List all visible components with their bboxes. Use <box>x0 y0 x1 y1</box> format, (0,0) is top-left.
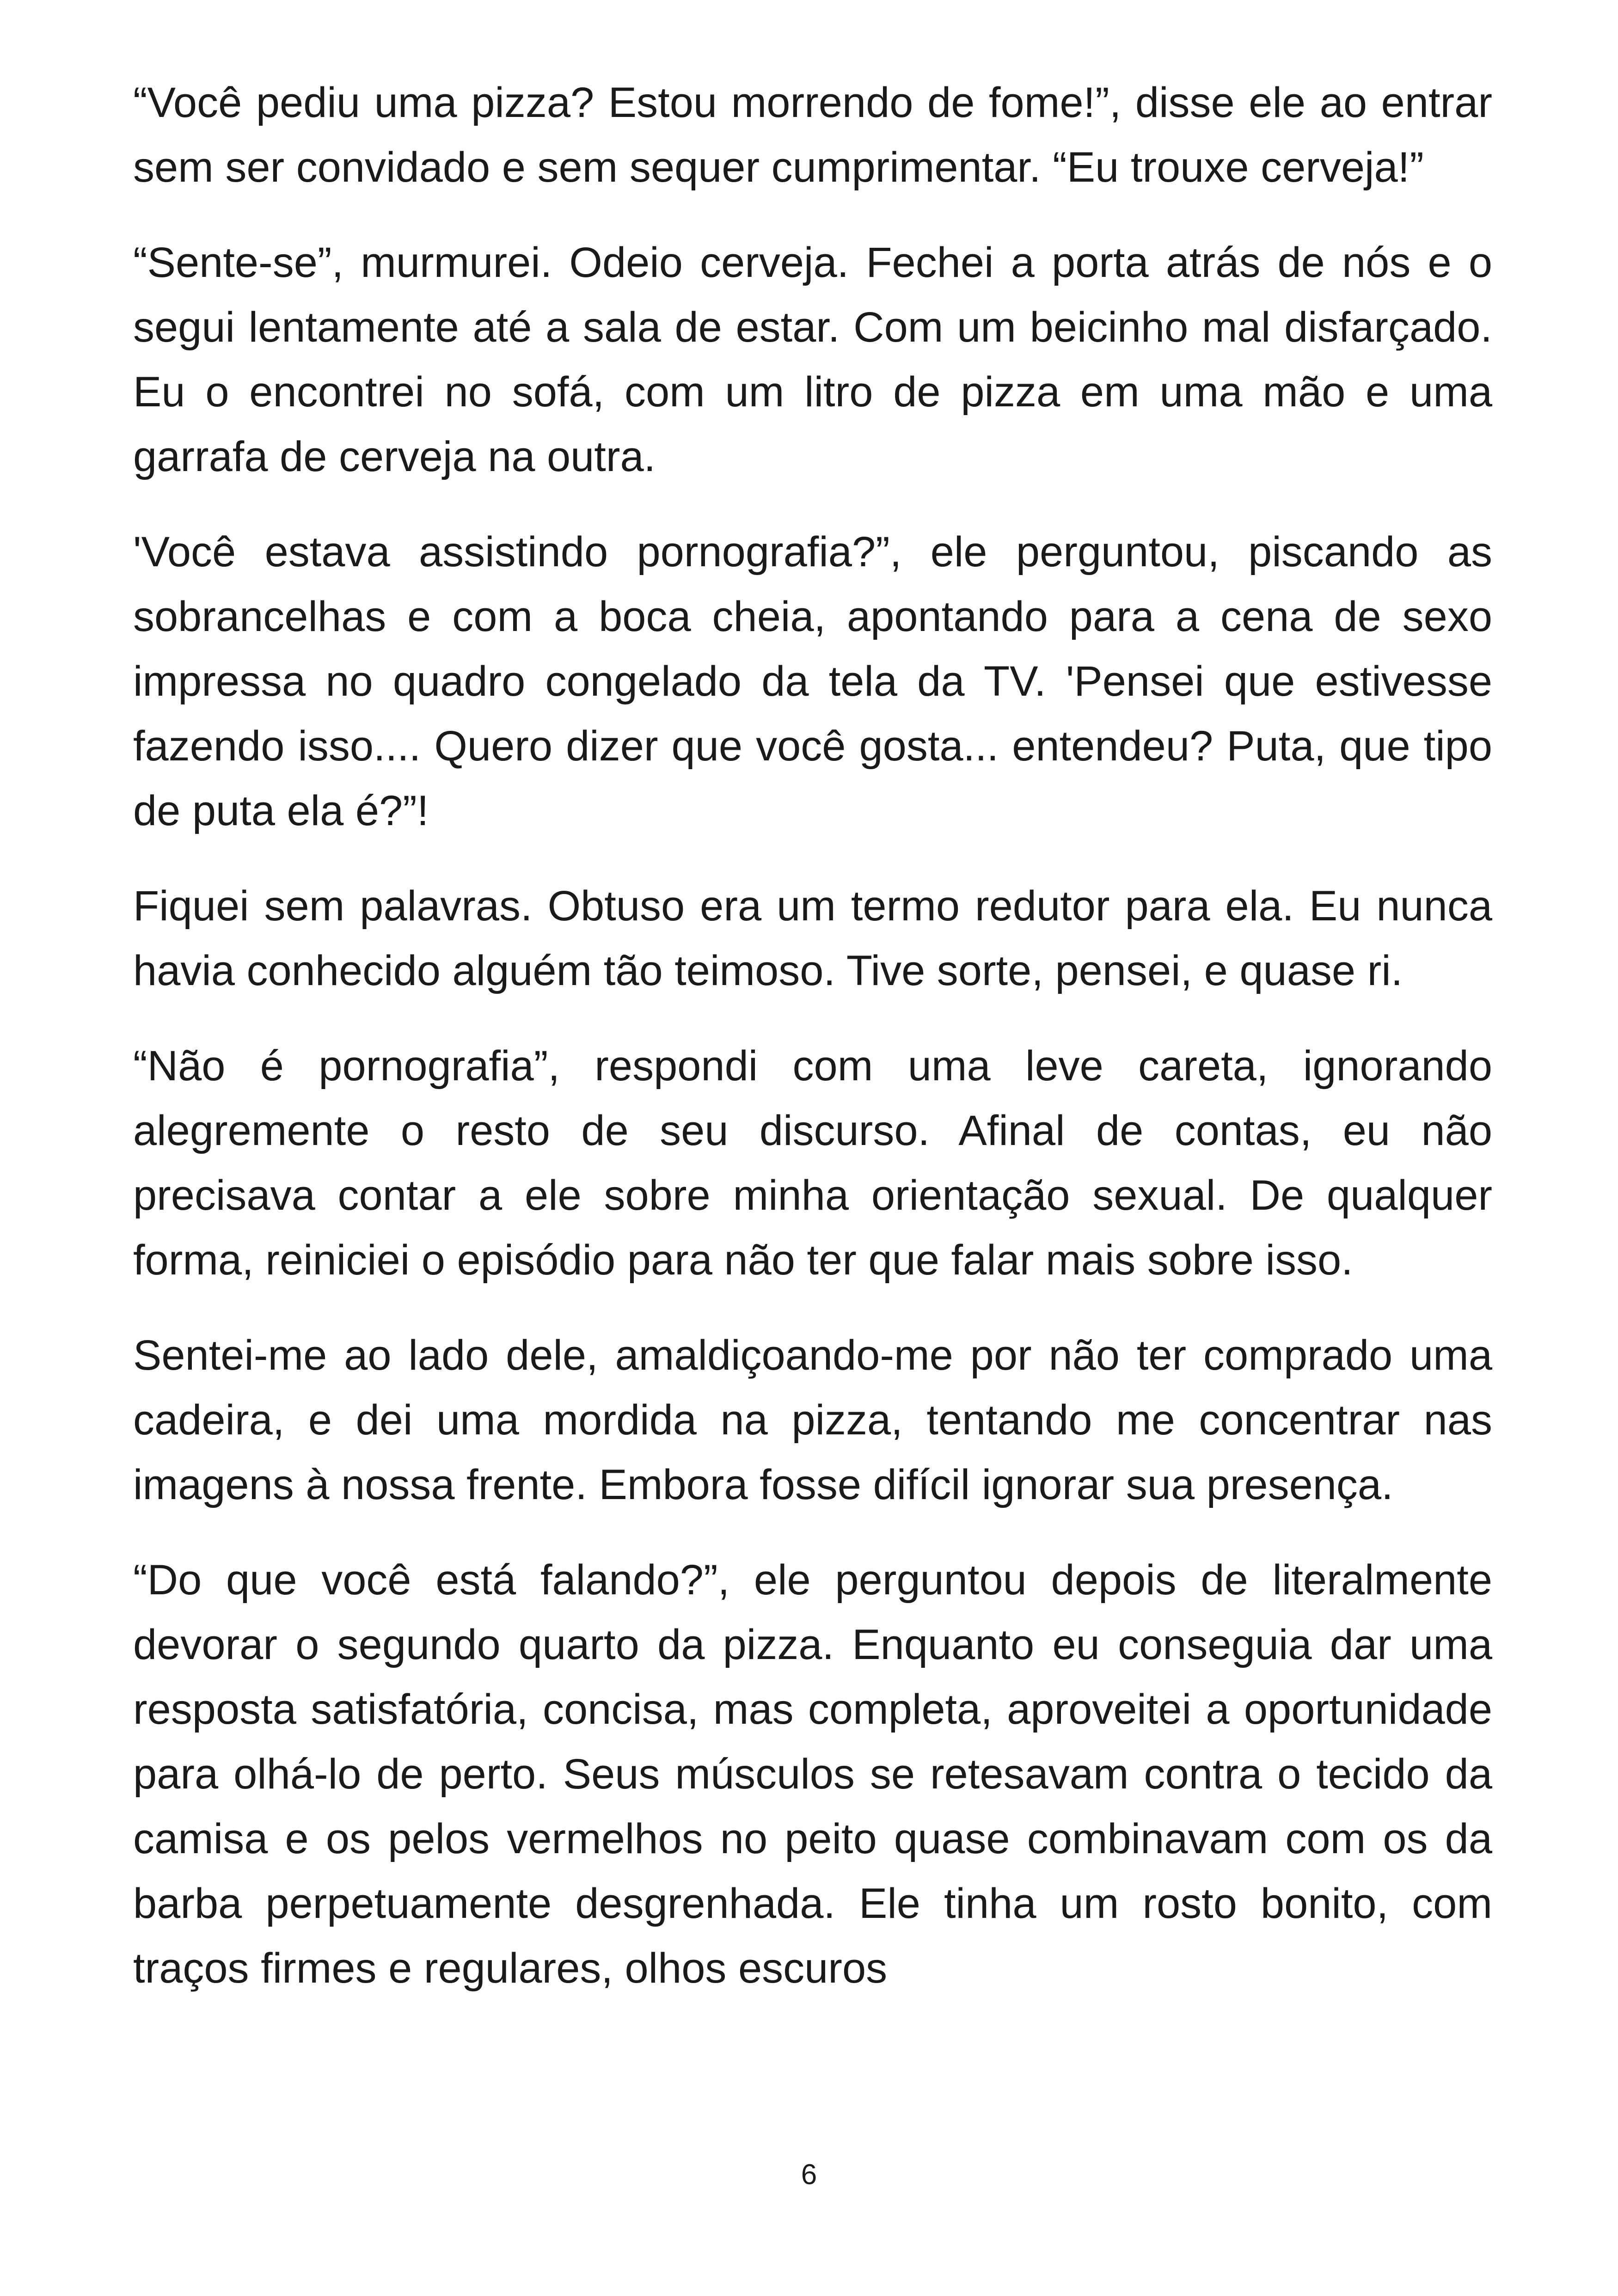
paragraph-3: 'Você estava assistindo pornografia?”, ele perguntou, piscando as sobrancelhas e com a boca cheia, apontando para a cena de sexo impressa no quadro congelado da tela da TV. 'Pensei que estivesse fazendo isso.... Quero dizer que você gosta... entendeu? Puta, que tipo de puta ela é?”! <box>133 528 1492 834</box>
paragraph-4: Fiquei sem palavras. Obtuso era um termo redutor para ela. Eu nunca havia conhecido alguém tão teimoso. Tive sorte, pensei, e quase ri. <box>133 882 1492 994</box>
paragraph-5: “Não é pornografia”, respondi com uma leve careta, ignorando alegremente o resto de seu discurso. Afinal de contas, eu não precisava contar a ele sobre minha orientação sexual. De qualquer forma, reiniciei o episódio para não ter que falar mais sobre isso. <box>133 1042 1492 1284</box>
paragraph-6: Sentei-me ao lado dele, amaldiçoando-me por não ter comprado uma cadeira, e dei uma mordida na pizza, tentando me concentrar nas imagens à nossa frente. Embora fosse difícil ignorar sua presença. <box>133 1332 1492 1508</box>
paragraph-2: “Sente-se”, murmurei. Odeio cerveja. Fechei a porta atrás de nós e o segui lentamente até a sala de estar. Com um beicinho mal disfarçado. Eu o encontrei no sofá, com um litro de pizza em uma mão e uma garrafa de cerveja na outra. <box>133 239 1492 480</box>
paragraph-7: “Do que você está falando?”, ele perguntou depois de literalmente devorar o segundo quarto da pizza. Enquanto eu conseguia dar uma resposta satisfatória, concisa, mas completa, aproveitei a oportunidade para olhá-lo de perto. Seus músculos se retesavam contra o tecido da camisa e os pelos vermelhos no peito quase combinavam com os da barba perpetuamente desgrenhada. Ele tinha um rosto bonito, com traços firmes e regulares, olhos escuros <box>133 1556 1492 1992</box>
page-number: 6 <box>801 2159 817 2191</box>
body-text <box>133 70 1492 2001</box>
paragraph-1: “Você pediu uma pizza? Estou morrendo de fome!”, disse ele ao entrar sem ser convidado e sem sequer cumprimentar. “Eu trouxe cerveja!” <box>133 79 1492 191</box>
